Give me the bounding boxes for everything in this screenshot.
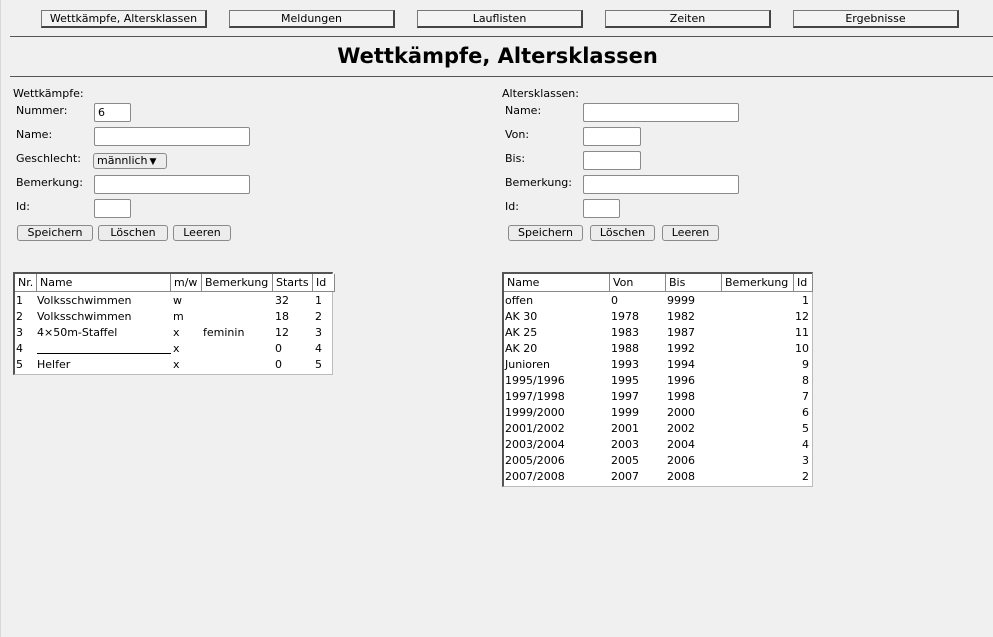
altersklasse-cell-id: 5	[802, 422, 809, 435]
altersklasse-cell-name: offen	[505, 294, 534, 307]
altersklasse-cell-von: 1997	[611, 390, 639, 403]
altersklasse-cell-name: 1997/1998	[505, 390, 565, 403]
wettkampf-cell-name: Helfer	[37, 358, 71, 371]
ak-bemerkung-input[interactable]	[583, 175, 739, 194]
wettkampf-cell-name: 4×50m-Staffel	[37, 326, 118, 339]
wettkampf-cell-id: 2	[315, 310, 322, 323]
nav-meldungen-button[interactable]: Meldungen	[229, 10, 395, 28]
ak-clear-button[interactable]: Leeren	[662, 225, 719, 241]
altersklasse-cell-bis: 2004	[667, 438, 695, 451]
wettkampf-cell-starts: 32	[275, 294, 289, 307]
altersklasse-cell-name: 2003/2004	[505, 438, 565, 451]
table-row[interactable]	[504, 405, 812, 421]
altersklasse-cell-id: 3	[802, 454, 809, 467]
altersklasse-header-id[interactable]: Id	[794, 274, 813, 292]
altersklasse-cell-id: 7	[802, 390, 809, 403]
altersklasse-header-von[interactable]: Von	[610, 274, 666, 292]
altersklasse-header-bemerkung[interactable]: Bemerkung	[722, 274, 794, 292]
table-row[interactable]	[15, 357, 332, 373]
id-input[interactable]	[94, 199, 131, 218]
wettkampf-cell-id: 3	[315, 326, 322, 339]
altersklasse-cell-von: 2007	[611, 470, 639, 483]
wettkampf-cell-starts: 12	[275, 326, 289, 339]
bemerkung-input[interactable]	[94, 175, 250, 194]
table-row[interactable]	[15, 309, 332, 325]
table-row[interactable]	[15, 325, 332, 341]
wettkampf-cell-mw: x	[173, 326, 180, 339]
altersklasse-cell-name: 1999/2000	[505, 406, 565, 419]
top-divider	[10, 36, 993, 37]
ak-save-button[interactable]: Speichern	[508, 225, 583, 241]
wettkampf-cell-mw: x	[173, 358, 180, 371]
ak-delete-button[interactable]: Löschen	[590, 225, 655, 241]
wettkampf-cell-name: Volksschwimmen	[37, 310, 132, 323]
wettkampf-cell-nr: 3	[16, 326, 23, 339]
wettkampf-cell-starts: 0	[275, 342, 282, 355]
bis-label: Bis:	[505, 152, 526, 165]
altersklasse-cell-name: 2007/2008	[505, 470, 565, 483]
altersklasse-cell-von: 1993	[611, 358, 639, 371]
wettkampf-cell-nr: 4	[16, 342, 23, 355]
altersklasse-cell-name: AK 25	[505, 326, 538, 339]
altersklasse-cell-von: 1999	[611, 406, 639, 419]
geschlecht-label: Geschlecht:	[16, 152, 81, 165]
nummer-input[interactable]	[94, 103, 131, 122]
altersklasse-cell-bis: 2006	[667, 454, 695, 467]
table-row[interactable]	[15, 341, 332, 357]
wettkampf-cell-nr: 5	[16, 358, 23, 371]
wettkampf-cell-nr: 2	[16, 310, 23, 323]
von-input[interactable]	[583, 127, 641, 146]
wettkampf-header-id[interactable]: Id	[313, 274, 335, 292]
wettkampf-cell-id: 4	[315, 342, 322, 355]
altersklasse-cell-name: AK 30	[505, 310, 538, 323]
table-row[interactable]	[504, 357, 812, 373]
table-row[interactable]	[504, 389, 812, 405]
altersklassen-section-label: Altersklassen:	[502, 87, 579, 100]
table-row[interactable]	[504, 421, 812, 437]
altersklasse-cell-id: 8	[802, 374, 809, 387]
wettkampf-cell-mw: w	[173, 294, 182, 307]
nav-zeiten-button[interactable]: Zeiten	[605, 10, 771, 28]
wettkampf-clear-button[interactable]: Leeren	[173, 225, 231, 241]
name-label: Name:	[16, 128, 53, 141]
id-label: Id:	[16, 200, 30, 213]
altersklasse-cell-von: 1988	[611, 342, 639, 355]
geschlecht-select[interactable]	[93, 153, 167, 169]
bis-input[interactable]	[583, 151, 641, 170]
ak-name-input[interactable]	[583, 103, 739, 122]
nummer-label: Nummer:	[16, 104, 68, 117]
wettkampf-header-starts[interactable]: Starts	[273, 274, 313, 292]
altersklasse-cell-id: 12	[795, 310, 809, 323]
altersklasse-cell-von: 2003	[611, 438, 639, 451]
altersklasse-cell-id: 2	[802, 470, 809, 483]
nav-wettkaempfe-button[interactable]: Wettkämpfe, Altersklassen	[41, 10, 207, 28]
altersklasse-cell-bis: 2000	[667, 406, 695, 419]
page-title: Wettkämpfe, Altersklassen	[337, 44, 658, 68]
ak-bemerkung-label: Bemerkung:	[505, 176, 572, 189]
wettkampf-header-nr[interactable]: Nr.	[15, 274, 37, 292]
altersklasse-cell-name: 1995/1996	[505, 374, 565, 387]
wettkampf-header-mw[interactable]: m/w	[171, 274, 202, 292]
altersklasse-cell-bis: 1987	[667, 326, 695, 339]
altersklasse-cell-name: Junioren	[505, 358, 550, 371]
wettkampf-cell-mw: m	[173, 310, 184, 323]
wettkampf-cell-nr: 1	[16, 294, 23, 307]
table-row[interactable]	[504, 309, 812, 325]
altersklasse-header-bis[interactable]: Bis	[666, 274, 722, 292]
altersklasse-cell-name: AK 20	[505, 342, 538, 355]
altersklasse-cell-von: 1983	[611, 326, 639, 339]
table-row[interactable]	[504, 373, 812, 389]
wettkampf-cell-name: Volksschwimmen	[37, 294, 132, 307]
wettkampf-save-button[interactable]: Speichern	[17, 225, 93, 241]
altersklasse-cell-id: 10	[795, 342, 809, 355]
wettkaempfe-table	[13, 272, 333, 375]
altersklasse-cell-bis: 1982	[667, 310, 695, 323]
title-divider	[10, 76, 993, 77]
table-row[interactable]	[504, 341, 812, 357]
table-row[interactable]	[504, 437, 812, 453]
altersklasse-cell-name: 2001/2002	[505, 422, 565, 435]
altersklasse-cell-id: 4	[802, 438, 809, 451]
chevron-down-icon: ▼	[149, 157, 157, 167]
table-row[interactable]	[504, 325, 812, 341]
ak-id-label: Id:	[505, 200, 519, 213]
table-row[interactable]	[504, 453, 812, 469]
altersklasse-cell-bis: 1996	[667, 374, 695, 387]
wettkaempfe-section-label: Wettkämpfe:	[13, 87, 84, 100]
bemerkung-label: Bemerkung:	[16, 176, 83, 189]
altersklasse-cell-bis: 1998	[667, 390, 695, 403]
wettkampf-cell-bemerkung: feminin	[203, 326, 245, 339]
ak-id-input[interactable]	[583, 199, 620, 218]
nav-lauflisten-button[interactable]: Lauflisten	[417, 10, 583, 28]
wettkampf-cell-mw: x	[173, 342, 180, 355]
ak-name-label: Name:	[505, 104, 542, 117]
altersklasse-cell-id: 11	[795, 326, 809, 339]
altersklassen-table	[502, 272, 813, 487]
wettkampf-header-name[interactable]: Name	[37, 274, 171, 292]
table-row[interactable]	[15, 293, 332, 309]
von-label: Von:	[505, 128, 530, 141]
wettkampf-cell-name	[37, 341, 171, 354]
altersklasse-cell-bis: 1992	[667, 342, 695, 355]
altersklasse-cell-id: 9	[802, 358, 809, 371]
wettkampf-header-bemerkung[interactable]: Bemerkung	[202, 274, 273, 292]
altersklasse-cell-bis: 1994	[667, 358, 695, 371]
altersklasse-cell-von: 2005	[611, 454, 639, 467]
altersklasse-cell-von: 1995	[611, 374, 639, 387]
wettkampf-cell-starts: 18	[275, 310, 289, 323]
wettkampf-cell-id: 1	[315, 294, 322, 307]
geschlecht-selected-value: männlich	[97, 154, 148, 167]
altersklasse-cell-id: 6	[802, 406, 809, 419]
nav-ergebnisse-button[interactable]: Ergebnisse	[793, 10, 959, 28]
altersklasse-cell-name: 2005/2006	[505, 454, 565, 467]
altersklasse-cell-bis: 2002	[667, 422, 695, 435]
table-row[interactable]	[504, 293, 812, 309]
altersklasse-cell-id: 1	[802, 294, 809, 307]
altersklasse-cell-von: 1978	[611, 310, 639, 323]
name-input[interactable]	[94, 127, 250, 146]
table-row[interactable]	[504, 469, 812, 485]
altersklasse-cell-von: 0	[611, 294, 618, 307]
altersklasse-cell-bis: 2008	[667, 470, 695, 483]
altersklasse-cell-von: 2001	[611, 422, 639, 435]
wettkampf-cell-id: 5	[315, 358, 322, 371]
wettkampf-delete-button[interactable]: Löschen	[98, 225, 168, 241]
wettkampf-cell-starts: 0	[275, 358, 282, 371]
altersklasse-cell-bis: 9999	[667, 294, 695, 307]
altersklasse-header-name[interactable]: Name	[504, 274, 610, 292]
